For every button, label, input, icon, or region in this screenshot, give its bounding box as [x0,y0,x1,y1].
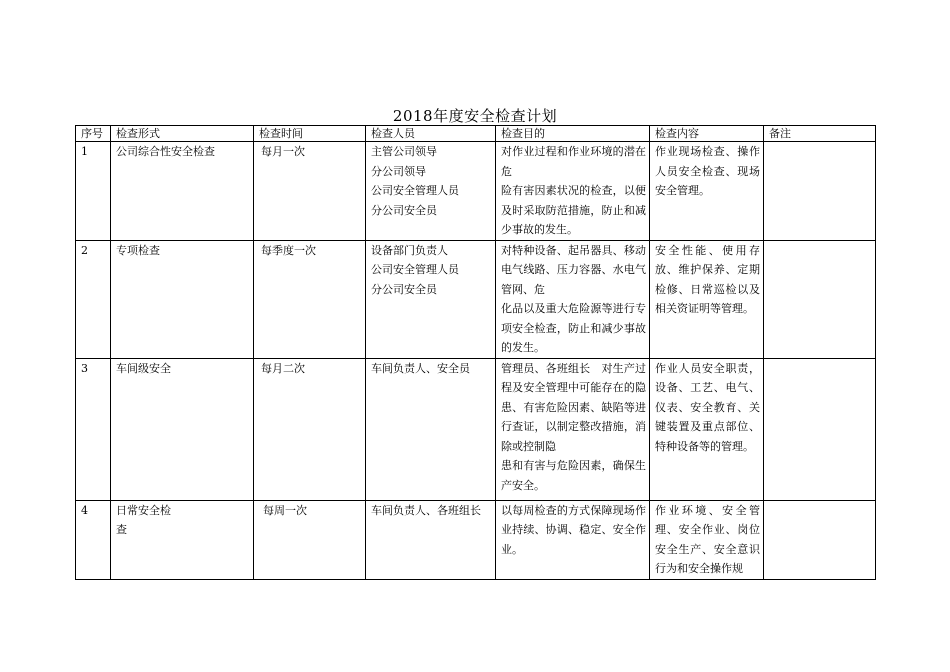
header-form: 检查形式 [111,126,254,142]
cell-people: 设备部门负责人 公司安全管理人员 分公司安全员 [366,240,496,358]
cell-time: 每月二次 [254,358,366,500]
cell-note [764,142,876,241]
cell-content: 作业环境、安全管理、安全作业、岗位安全生产、安全意识行为和安全操作规 [650,500,764,579]
cell-note [764,500,876,579]
cell-time: 每周一次 [254,500,366,579]
cell-purpose: 以每周检查的方式保障现场作业持续、协调、稳定、安全作业。 [496,500,650,579]
header-note: 备注 [764,126,876,142]
cell-people: 车间负责人、安全员 [366,358,496,500]
cell-note [764,240,876,358]
header-no: 序号 [76,126,111,142]
header-time: 检查时间 [254,126,366,142]
header-purpose: 检查目的 [496,126,650,142]
cell-form: 日常安全检 查 [111,500,254,579]
table-header-row [76,126,876,142]
cell-no: 2 [76,240,111,358]
cell-content: 安全性能、使用存放、维护保养、定期检修、日常巡检以及相关资证明等管理。 [650,240,764,358]
cell-form: 专项检查 [111,240,254,358]
page-title: 2018年度安全检查计划 [392,107,558,125]
cell-people: 车间负责人、各班组长 [366,500,496,579]
cell-purpose: 管理员、各班组长 对生产过程及安全管理中可能存在的隐患、有害危险因素、缺陷等进行查证，以制定整改措施，消除或控制隐 患和有害与危险因素，确保生产安全。 [496,358,650,500]
cell-note [764,358,876,500]
cell-time: 每季度一次 [254,240,366,358]
table-row [76,358,876,500]
cell-no: 1 [76,142,111,241]
cell-content: 作业现场检查、操作人员安全检查、现场安全管理。 [650,142,764,241]
cell-form: 车间级安全 [111,358,254,500]
cell-purpose: 对特种设备、起吊器具、移动电气线路、压力容器、水电气管网、危 化品以及重大危险源等进行专项安全检查，防止和减少事故的发生。 [496,240,650,358]
cell-form: 公司综合性安全检查 [111,142,254,241]
cell-no: 3 [76,358,111,500]
cell-purpose: 对作业过程和作业环境的潜在危 险有害因素状况的检查，以便及时采取防范措施，防止和减少事故的发生。 [496,142,650,241]
inspection-plan-table [75,125,876,580]
table-row [76,240,876,358]
cell-no: 4 [76,500,111,579]
table-row [76,500,876,579]
table-row [76,142,876,241]
header-content: 检查内容 [650,126,764,142]
cell-time: 每月一次 [254,142,366,241]
cell-content: 作业人员安全职责，设备、工艺、电气、仪表、安全教育、关键装置及重点部位、特种设备等的管理。 [650,358,764,500]
header-people: 检查人员 [366,126,496,142]
cell-people: 主管公司领导 分公司领导 公司安全管理人员 分公司安全员 [366,142,496,241]
